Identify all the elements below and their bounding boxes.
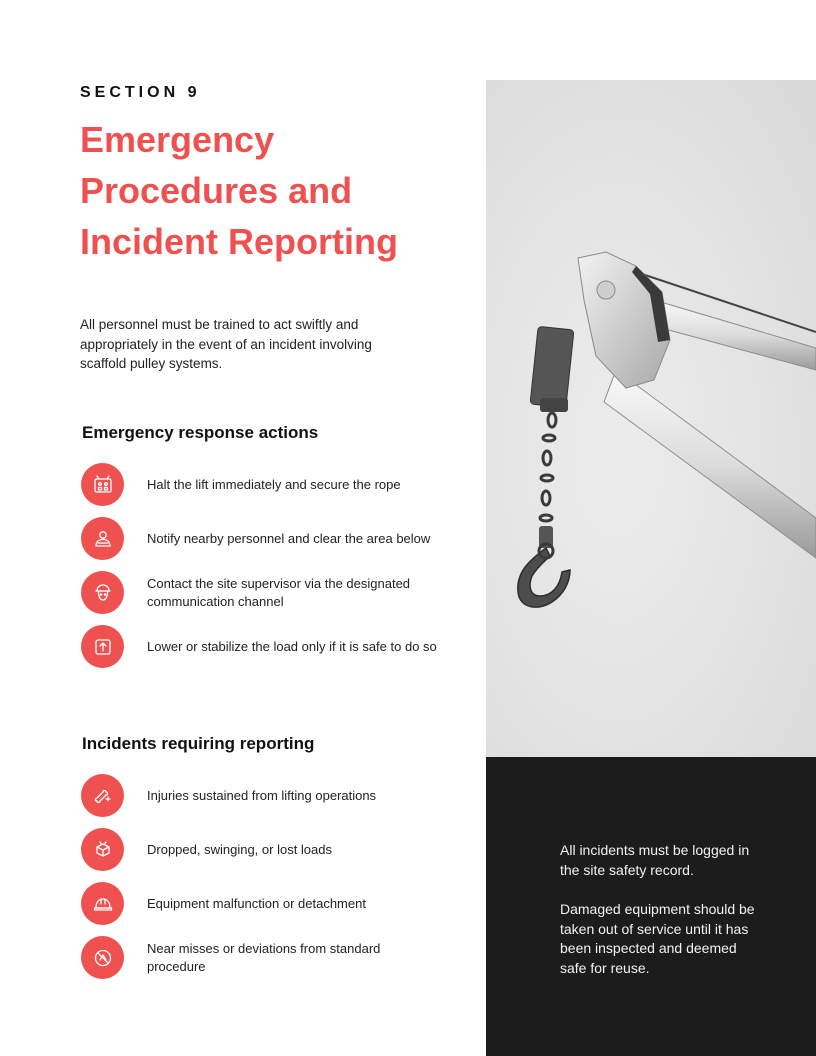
no-deviation-icon — [81, 936, 124, 979]
crane-hook-illustration — [486, 80, 816, 757]
list-item — [81, 828, 441, 872]
list-item — [81, 463, 441, 507]
note-damaged-equipment: Damaged equipment should be taken out of service until it has been inspected and deemed safe for reuse. — [560, 901, 755, 976]
notes-panel — [486, 757, 816, 1056]
list-item-text: Contact the site supervisor via the designated communication channel — [147, 576, 411, 609]
control-panel-icon — [81, 463, 124, 506]
list-item-text: Equipment malfunction or detachment — [147, 896, 366, 911]
list-item — [81, 882, 441, 926]
title-line-2: Procedures and — [80, 170, 353, 211]
injury-bone-icon — [81, 774, 124, 817]
list-item — [81, 625, 441, 669]
title-line-1: Emergency — [80, 119, 275, 160]
section-label: SECTION 9 — [80, 84, 201, 101]
supervisor-hardhat-icon — [81, 571, 124, 614]
page-title — [80, 114, 480, 267]
list-item-text: Lower or stabilize the load only if it is safe to do so — [147, 639, 437, 654]
incidents-heading: Incidents requiring reporting — [82, 734, 315, 753]
list-item-text: Halt the lift immediately and secure the rope — [147, 477, 401, 492]
intro-paragraph: All personnel must be trained to act swiftly and appropriately in the event of an incident involving scaffold pulley systems. — [80, 317, 372, 371]
list-item-text: Injuries sustained from lifting operations — [147, 788, 377, 803]
note-logging: All incidents must be logged in the site safety record. — [560, 842, 750, 878]
person-alert-icon — [81, 517, 124, 560]
title-line-3: Incident Reporting — [80, 221, 398, 262]
list-item — [81, 936, 441, 980]
list-item — [81, 517, 441, 561]
list-item-text: Near misses or deviations from standard procedure — [147, 941, 381, 974]
response-heading: Emergency response actions — [82, 423, 319, 442]
crane-hook-photo — [486, 80, 816, 757]
list-item — [81, 571, 441, 615]
list-item-text: Dropped, swinging, or lost loads — [147, 842, 332, 857]
list-item — [81, 774, 441, 818]
dropped-load-icon — [81, 828, 124, 871]
list-item-text: Notify nearby personnel and clear the area below — [147, 531, 431, 546]
lower-load-icon — [81, 625, 124, 668]
hardhat-icon — [81, 882, 124, 925]
